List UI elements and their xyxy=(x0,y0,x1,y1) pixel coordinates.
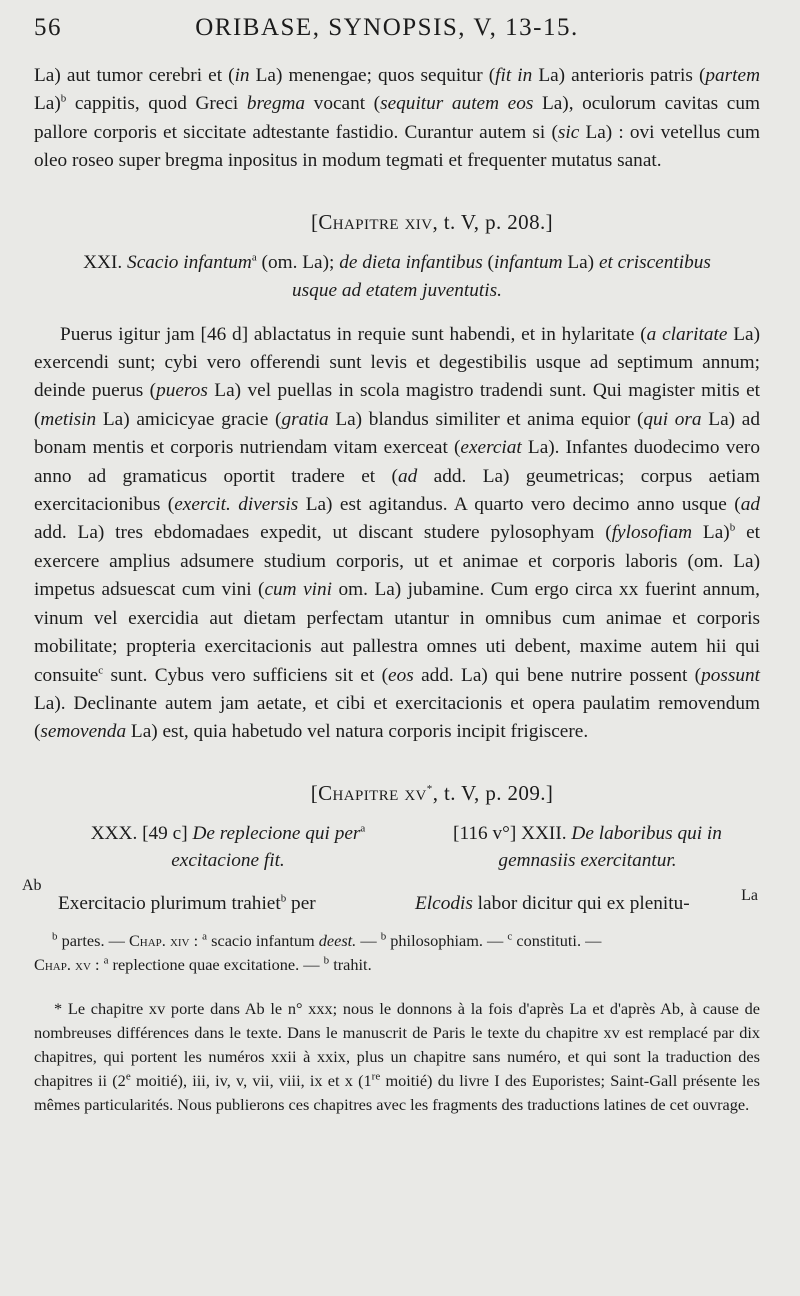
right-column-text: Elcodis labor dicitur qui ex plenitu- xyxy=(415,892,690,914)
footnotes xyxy=(34,929,760,977)
chapter-heading-xv: [Chapitre xv*, t. V, p. 209.] xyxy=(310,780,554,805)
footnote-line-1: $^b$ partes. — Chap. xiv : $^a$ scacio infantum deest. — $^b$ philosophiam. — $^c$ constituti. — xyxy=(52,930,602,950)
parallel-columns xyxy=(22,820,760,917)
right-column-heading: [116 v°] XXII. De laboribus qui in gemnasiis exercitantur. xyxy=(453,822,722,871)
right-column-la xyxy=(415,820,760,917)
asterisk-mark: * xyxy=(54,998,68,1018)
running-head xyxy=(34,14,760,54)
continued-paragraph: La) aut tumor cerebri et (in La) menengae; quos sequitur (fit in La) anterioris patris (partem La)$^b$ cappitis, quod Greci bregma vocant (sequitur autem eos La), oculorum cavitas cum pallore corporis et siccitate adtestante fastidio. Curantur autem si (sic La) : ovi vetellus cum oleo roseo super bregma inpositus in modum tegmati et frequenter mutatus sanat. xyxy=(34,65,761,172)
left-column-ab xyxy=(22,820,398,917)
main-paragraph: Puerus igitur jam [46 d] ablactatus in requie sunt habendi, et in hylaritate (a claritate La) exercendi sunt; cybi vero offerendi sunt levis et degestibilis usque ad septimum annum; deinde puerus (pueros La) vel puellas in scola magistro tradendi sunt. Qui magister mitis et (metisin La) amicicyae gracie (gratia La) blandus similiter et anima equior (qui ora La) ad bonam mentis et corporis nutriendam vitam exerceat (exerciat La). Infantes duodecimo vero anno ad gramaticus oportit tradere et (ad add. La) geumetricas; corpus aetiam exercitacionibus (exercit. diversis La) est agitandus. A quarto vero decimo anno usque (ad add. La) tres ebdomadaes expedit, ut discant studere pylosophyam (fylosofiam La)$^b$ et exercere amplius adsumere studium corporis, ut et animae et corporis laboris (om. La) impetus adsuescat cum vini (cum vini om. La) jubamine. Cum ergo circa xx fuerint annum, vinum vel exercidia aut dietam perfectam utantur in omnibus cum animae et corporis mobilitate; propteria exercitacionis aut pallestra omnes uti debent, maxime autem hii qui consuite$^c$ sunt. Cybus vero sufficiens sit et (eos add. La) qui bene nutrire possent (possunt La). Declinante autem jam aetate, et cibi et exercitacionis et opera paulatim removendum (semovenda La) est, quia habetudo vel natura corporis incipit frigiscere. xyxy=(34,323,761,743)
editor-note: * Le chapitre xv porte dans Ab le n° xxx; nous le donnons à la fois d'après La et d'après Ab, à cause de nombreuses différences dans le texte. Dans le manuscrit de Paris le texte du chapitre xv est remplacé par dix chapitres, qui portent les numéros xxii à xxix, plus un chapitre sans numéro, et qui sont la traduction des chapitres ii (2e moitié), iii, iv, v, vii, viii, ix et x (1re moitié) du livre I des Euporistes; Saint-Gall présente les mêmes particularités. Nous publierons ces chapitres avec les fragments des traductions latines de cet ouvrage. xyxy=(34,998,761,1114)
chapter-heading-xiv: [Chapitre xiv, t. V, p. 208.] xyxy=(310,209,554,234)
footnote-line-2: Chap. xv : $^a$ replectione quae excitatione. — $^b$ trahit. xyxy=(34,954,372,974)
manuscript-label-la: La xyxy=(741,886,758,904)
left-column-text: Exercitacio plurimum trahiet$^b$ per xyxy=(58,892,316,914)
page-number: 56 xyxy=(34,14,62,41)
manuscript-label-ab: Ab xyxy=(22,876,42,894)
running-title: ORIBASE, SYNOPSIS, V, 13-15. xyxy=(195,14,579,41)
left-column-heading: XXX. [49 c] De replecione qui per$^a$ excitacione fit. xyxy=(90,822,366,871)
section-title-xxi: XXI. Scacio infantum$^a$ (om. La); de dieta infantibus (infantum La) et criscentibus usque ad etatem juventutis. xyxy=(83,251,711,301)
